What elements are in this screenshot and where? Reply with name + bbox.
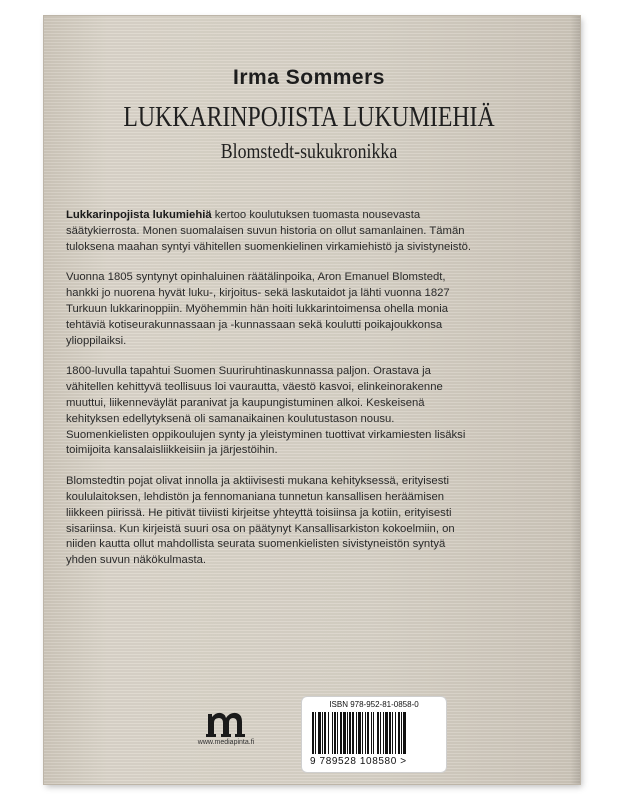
barcode-digit-string: 9 789528 108580: [310, 756, 397, 767]
book-subtitle: Blomstedt-sukukronikka: [220, 139, 398, 163]
blurb-paragraph-1: [66, 208, 476, 255]
cover-edge-shadow: [570, 16, 580, 784]
publisher-url: www.mediapinta.fi: [197, 739, 255, 746]
publisher-m-logo-icon: [204, 708, 248, 738]
blurb-lead-bold: Lukkarinpojista lukumiehiä: [66, 209, 212, 221]
publisher-logo: [186, 708, 266, 746]
blurb-text: [66, 208, 476, 584]
barcode-icon: [312, 712, 436, 756]
blurb-paragraph-4: Blomstedtin pojat olivat innolla ja aktiivisesti mukana kehityksessä, erityisesti koululaitoksen, lehdistön ja fennomaniana tunnetun kansallisen heräämisen liikkeen piirissä. He pitivät tiiviisti kirjeitse yhteyttä toisiinsa ja kotiin, erityisesti sisariinsa. Kun kirjeistä suuri osa on päätynyt Kansallisarkiston kokoelmiin, on niiden kautta ollut mahdollista seurata suomenkielisten sivistyneistön syntyä yhden suvun näkökulmasta.: [66, 475, 455, 567]
blurb-paragraph-3: 1800-luvulla tapahtui Suomen Suuriruhtinaskunnassa paljon. Orastava ja vähitellen kehittyvä teollisuus loi vaurautta, väestö kasvoi, elinkeinorakenne muuttui, liikenneväylät paranivat ja kaupungistuminen alkoi. Keskeisenä kehityksen edellytyksenä oli samanaikainen koulutustason nousu. Suomenkielisten oppikoulujen synty ja yleistyminen tuottivat virkamiesten lisäksi toimijoita kansalaisliikkeisiin ja järjestöihin.: [66, 365, 466, 457]
blurb-paragraph-2: Vuonna 1805 syntynyt opinhaluinen räätälinpoika, Aron Emanuel Blomstedt, hankki jo nuorena hyvät luku-, kirjoitus- sekä laskutaidot ja lähti vuonna 1827 Turkuun lukkarinoppiin. Myöhemmin hän hoiti lukkarintoimensa ohella monia tehtäviä kotiseurakunnassaan ja -kunnassaan sekä koulutti poikajoukkonsa ylioppilaiksi.: [66, 271, 450, 347]
isbn-number: ISBN 978-952-81-0858-0: [329, 700, 419, 709]
book-title: LUKKARINPOJISTA LUKUMIEHIÄ: [123, 101, 495, 133]
barcode-marker: >: [400, 756, 407, 767]
author-name: Irma Sommers: [233, 66, 385, 89]
isbn-barcode-label: [301, 696, 447, 773]
barcode-digits: [310, 756, 407, 767]
blurb-paragraph-1-text: kertoo koulutuksen tuomasta nousevasta säätykierrosta. Monen suomalaisen suvun historia on ollut samanlainen. Tämän tuloksena maahan syntyi vähitellen suomenkielinen virkamiehistö ja sivistyneistö.: [66, 209, 472, 253]
